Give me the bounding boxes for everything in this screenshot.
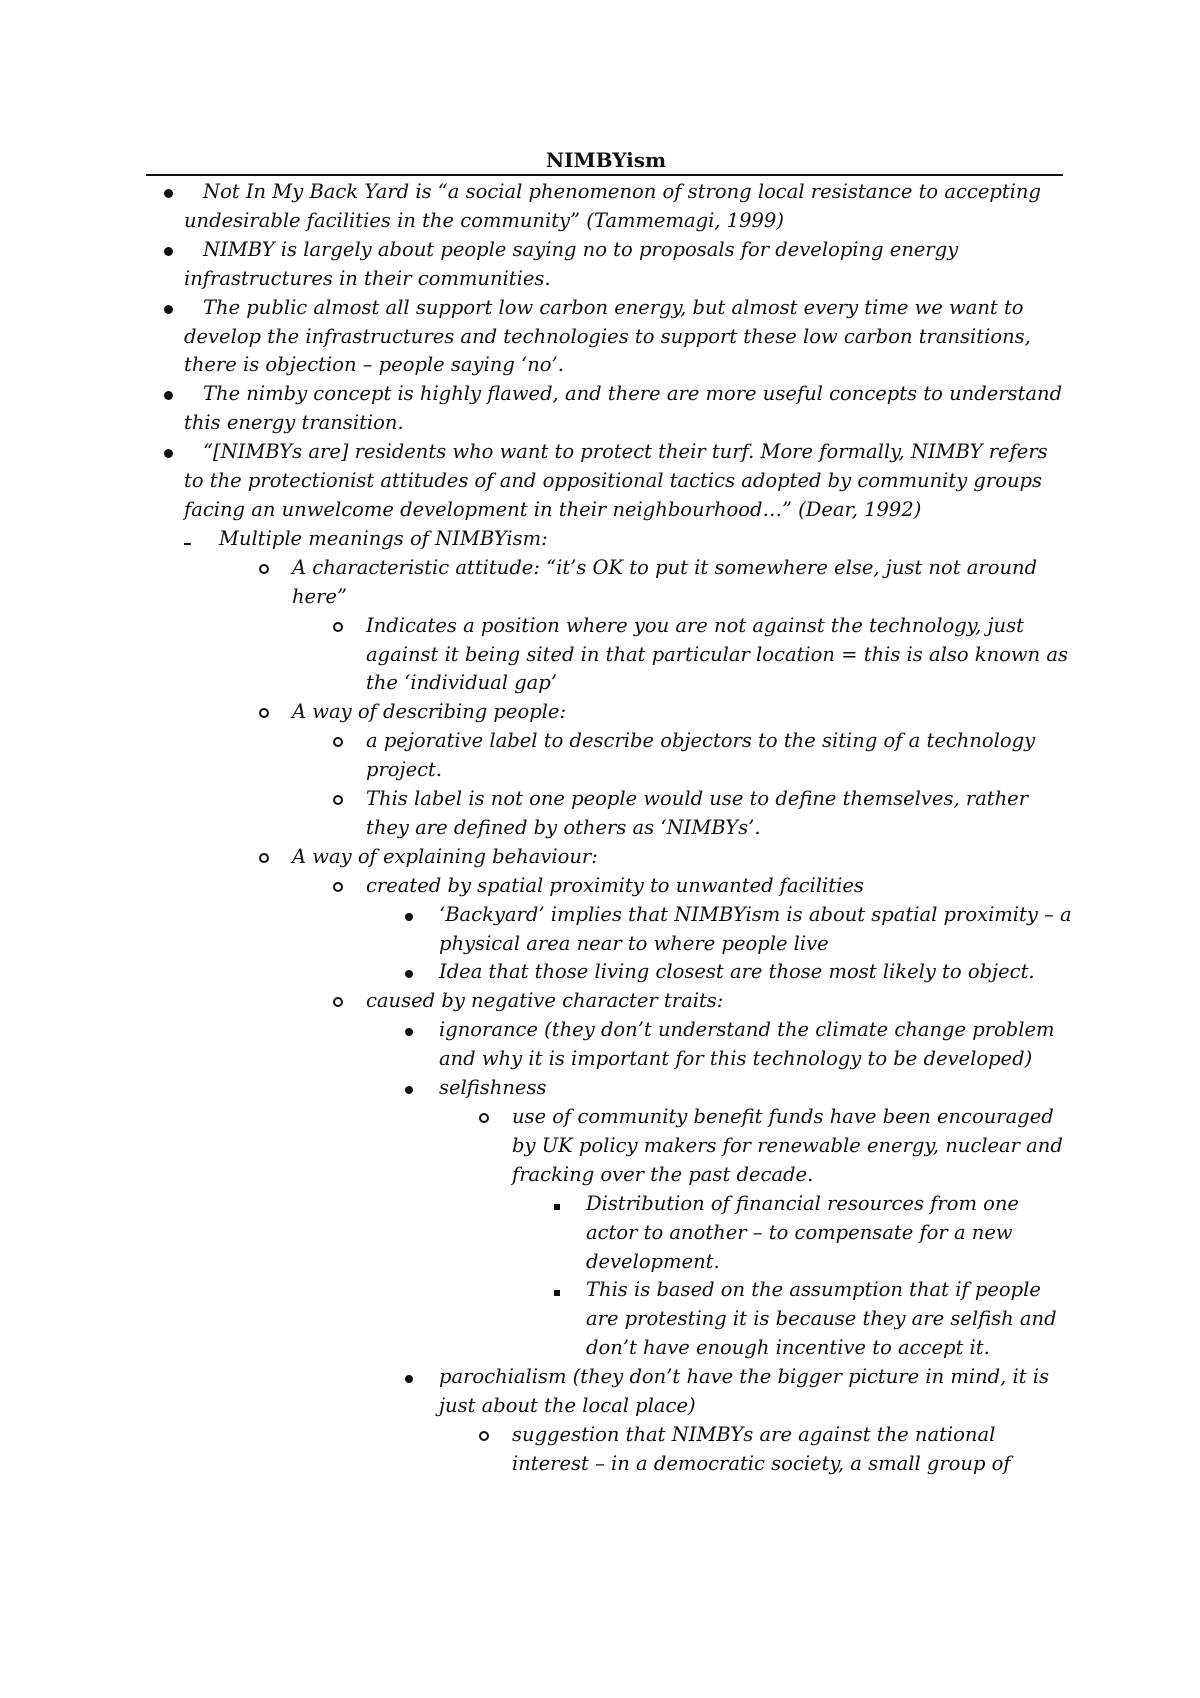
bullet-icon xyxy=(405,1074,413,1103)
list-item: ‘Backyard’ implies that NIMBYism is about spatial proximity – a physical area near to where people live xyxy=(0,901,1072,959)
circle-bullet-icon xyxy=(479,1421,489,1450)
list-item: NIMBY is largely about people saying no to proposals for developing energy infrastructures in their communities. xyxy=(0,236,1072,294)
circle-bullet-icon xyxy=(333,612,343,641)
page-title: NIMBYism xyxy=(545,148,667,172)
square-bullet-icon xyxy=(554,1190,560,1219)
list-item: This label is not one people would use to define themselves, rather they are defined by others as ‘NIMBYs’. xyxy=(0,785,1072,843)
list-item: created by spatial proximity to unwanted facilities xyxy=(0,872,1072,901)
list-item: suggestion that NIMBYs are against the national interest – in a democratic society, a small group of xyxy=(0,1421,1072,1479)
list-item: This is based on the assumption that if people are protesting it is because they are selfish and don’t have enough incentive to accept it. xyxy=(0,1276,1072,1363)
list-item: The public almost all support low carbon energy, but almost every time we want to develop the infrastructures and technologies to support these low carbon transitions, there is objection – people saying ‘no’. xyxy=(0,294,1072,381)
list-item: Idea that those living closest are those most likely to object. xyxy=(0,958,1072,987)
notes-body xyxy=(0,178,1200,1479)
dash-icon xyxy=(184,525,191,554)
bullet-icon xyxy=(405,1016,413,1045)
circle-bullet-icon xyxy=(333,785,343,814)
circle-bullet-icon xyxy=(259,554,269,583)
list-item: parochialism (they don’t have the bigger picture in mind, it is just about the local place) xyxy=(0,1363,1072,1421)
meanings-heading: Multiple meanings of NIMBYism: xyxy=(0,525,1072,554)
list-item: selfishness xyxy=(0,1074,1072,1103)
circle-bullet-icon xyxy=(333,872,343,901)
title-underline xyxy=(146,174,1063,176)
bullet-icon xyxy=(164,236,173,265)
list-item: Not In My Back Yard is “a social phenomenon of strong local resistance to accepting undesirable facilities in the community” (Tammemagi, 1999) xyxy=(0,178,1072,236)
list-item: Distribution of financial resources from one actor to another – to compensate for a new development. xyxy=(0,1190,1072,1277)
circle-bullet-icon xyxy=(479,1103,489,1132)
list-item: A characteristic attitude: “it’s OK to put it somewhere else, just not around here” xyxy=(0,554,1072,612)
circle-bullet-icon xyxy=(333,987,343,1016)
bullet-icon xyxy=(405,901,413,930)
bullet-icon xyxy=(164,178,173,207)
bullet-icon xyxy=(164,294,173,323)
circle-bullet-icon xyxy=(259,843,269,872)
square-bullet-icon xyxy=(554,1276,560,1305)
circle-bullet-icon xyxy=(333,727,343,756)
list-item: A way of explaining behaviour: xyxy=(0,843,1072,872)
list-item: caused by negative character traits: xyxy=(0,987,1072,1016)
circle-bullet-icon xyxy=(259,698,269,727)
bullet-icon xyxy=(405,958,413,987)
list-item: Indicates a position where you are not against the technology, just against it being sited in that particular location = this is also known as the ‘individual gap’ xyxy=(0,612,1072,699)
list-item: use of community benefit funds have been encouraged by UK policy makers for renewable energy, nuclear and fracking over the past decade. xyxy=(0,1103,1072,1190)
list-item: A way of describing people: xyxy=(0,698,1072,727)
list-item: “[NIMBYs are] residents who want to protect their turf. More formally, NIMBY refers to the protectionist attitudes of and oppositional tactics adopted by community groups facing an unwelcome development in their neighbourhood…” (Dear, 1992) xyxy=(0,438,1072,525)
bullet-icon xyxy=(405,1363,413,1392)
list-item: The nimby concept is highly flawed, and there are more useful concepts to understand this energy transition. xyxy=(0,380,1072,438)
bullet-icon xyxy=(164,380,173,409)
list-item: a pejorative label to describe objectors to the siting of a technology project. xyxy=(0,727,1072,785)
bullet-icon xyxy=(164,438,173,467)
list-item: ignorance (they don’t understand the climate change problem and why it is important for this technology to be developed) xyxy=(0,1016,1072,1074)
